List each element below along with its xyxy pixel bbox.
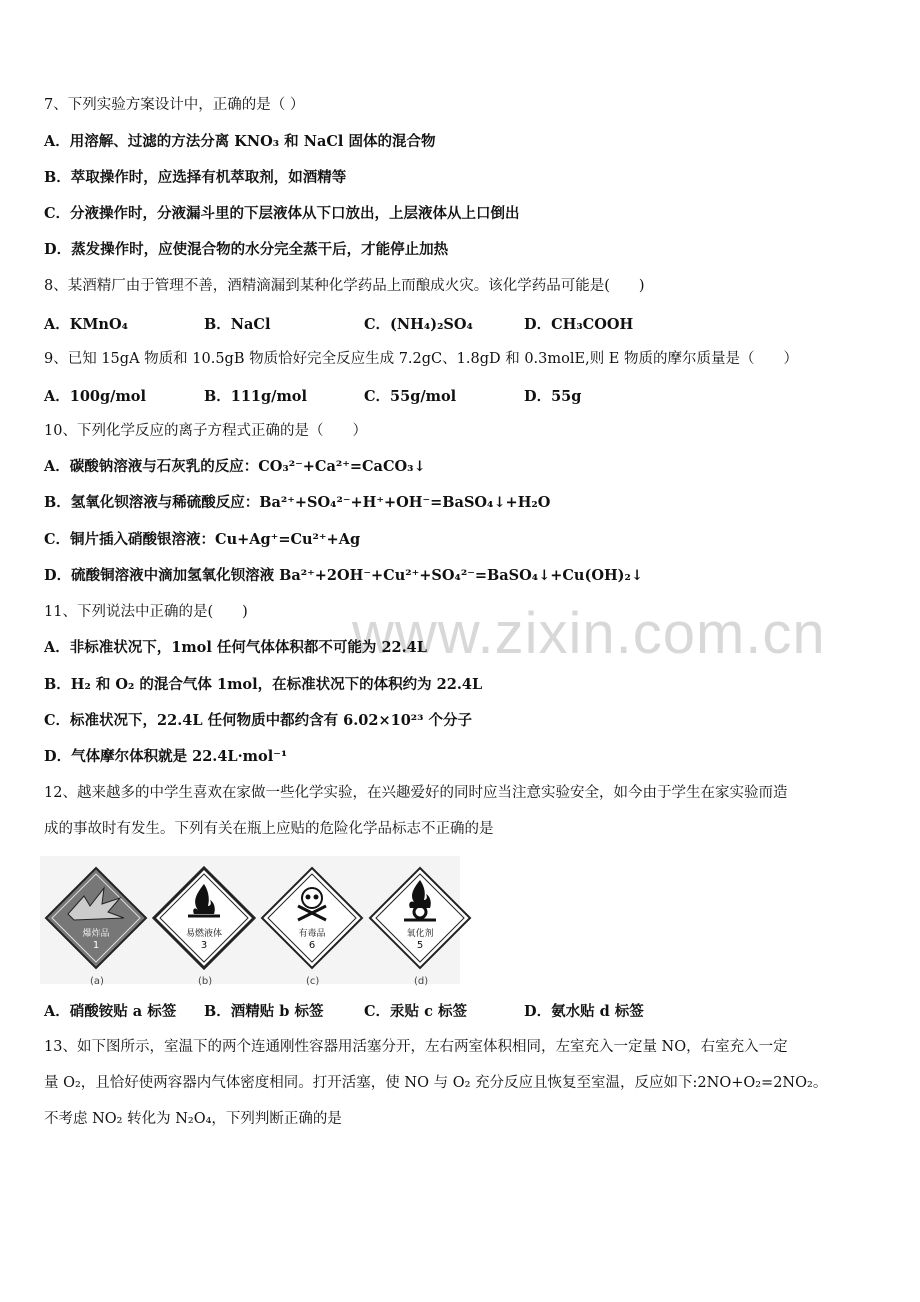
hazard-signs-figure bbox=[40, 856, 460, 987]
q12-option-c: C．汞贴 c 标签 bbox=[364, 1003, 467, 1020]
watermark: www.zixin.com.cn bbox=[352, 601, 826, 666]
q10-option-a: A．碳酸钠溶液与石灰乳的反应：CO₃²⁻+Ca²⁺=CaCO₃↓ bbox=[44, 458, 426, 475]
hazard-sign-flammable-liquid bbox=[152, 866, 256, 987]
q10-option-d: D．硫酸铜溶液中滴加氢氧化钡溶液 Ba²⁺+2OH⁻+Cu²⁺+SO₄²⁻=BaSO₄↓+Cu(OH)₂↓ bbox=[44, 567, 644, 584]
flame-icon bbox=[152, 866, 256, 970]
q13-line2: 量 O₂，且恰好使两容器内气体密度相同。打开活塞，使 NO 与 O₂ 充分反应且恢复至室温，反应如下:2NO+O₂=2NO₂。 bbox=[44, 1075, 828, 1091]
toxic-label: 有毒品 bbox=[298, 929, 326, 939]
q7-option-c: C．分液操作时，分液漏斗里的下层液体从下口放出，上层液体从上口倒出 bbox=[44, 205, 520, 222]
q7-option-d: D．蒸发操作时，应使混合物的水分完全蒸干后，才能停止加热 bbox=[44, 241, 449, 258]
flammable-label: 易燃液体 bbox=[185, 929, 222, 939]
q12-options bbox=[44, 1000, 884, 1020]
q11-option-d: D．气体摩尔体积就是 22.4L·mol⁻¹ bbox=[44, 748, 288, 765]
hazard-sign-toxic bbox=[260, 866, 364, 987]
oxidizer-label: 氧化剂 bbox=[406, 929, 434, 939]
q11-option-b: B．H₂ 和 O₂ 的混合气体 1mol，在标准状况下的体积约为 22.4L bbox=[44, 676, 483, 693]
q9-options bbox=[44, 385, 884, 405]
q11-option-c: C．标准状况下，22.4L 任何物质中都约含有 6.02×10²³ 个分子 bbox=[44, 712, 473, 729]
q7-option-b: B．萃取操作时，应选择有机萃取剂，如酒精等 bbox=[44, 169, 347, 186]
q10-option-b: B．氢氧化钡溶液与稀硫酸反应：Ba²⁺+SO₄²⁻+H⁺+OH⁻=BaSO₄↓+H₂O bbox=[44, 494, 551, 511]
explosive-class-number: 1 bbox=[92, 940, 100, 951]
q8-option-a: A．KMnO₄ bbox=[44, 316, 128, 333]
toxic-caption: (c) bbox=[306, 976, 320, 987]
q8-option-b: B．NaCl bbox=[204, 316, 271, 333]
hazard-sign-oxidizer bbox=[368, 866, 472, 987]
q13-line1: 13、如下图所示，室温下的两个连通刚性容器用活塞分开，左右两室体积相同，左室充入一定量 NO，右室充入一定 bbox=[44, 1039, 788, 1055]
oxidizer-caption: (d) bbox=[414, 976, 429, 987]
q9-stem: 9、已知 15gA 物质和 10.5gB 物质恰好完全反应生成 7.2gC、1.8gD 和 0.3molE,则 E 物质的摩尔质量是（ ） bbox=[44, 351, 798, 367]
q9-option-d: D．55g bbox=[524, 388, 582, 405]
toxic-class-number: 6 bbox=[308, 940, 316, 951]
q8-option-c: C．(NH₄)₂SO₄ bbox=[364, 316, 473, 333]
explosive-label: 爆炸品 bbox=[82, 929, 110, 939]
oxidizer-class-number: 5 bbox=[416, 940, 424, 951]
q8-option-d: D．CH₃COOH bbox=[524, 316, 634, 333]
q9-option-c: C．55g/mol bbox=[364, 388, 457, 405]
q12-option-d: D．氨水贴 d 标签 bbox=[524, 1003, 644, 1020]
q12-option-b: B．酒精贴 b 标签 bbox=[204, 1003, 324, 1020]
flammable-class-number: 3 bbox=[200, 940, 208, 951]
q12-stem-line2: 成的事故时有发生。下列有关在瓶上应贴的危险化学品标志不正确的是 bbox=[44, 821, 494, 837]
q13-line3: 不考虑 NO₂ 转化为 N₂O₄，下列判断正确的是 bbox=[44, 1111, 342, 1127]
q8-options bbox=[44, 313, 884, 333]
q9-option-a: A．100g/mol bbox=[44, 388, 146, 405]
flammable-caption: (b) bbox=[198, 976, 213, 987]
skull-crossbones-icon bbox=[260, 866, 364, 970]
q8-stem: 8、某酒精厂由于管理不善，酒精滴漏到某种化学药品上而酿成火灾。该化学药品可能是( ) bbox=[44, 278, 645, 294]
q12-option-a: A．硝酸铵贴 a 标签 bbox=[44, 1003, 177, 1020]
explosive-caption: (a) bbox=[90, 976, 104, 987]
q7-stem: 7、下列实验方案设计中，正确的是（ ） bbox=[44, 97, 305, 113]
q12-stem-line1: 12、越来越多的中学生喜欢在家做一些化学实验，在兴趣爱好的同时应当注意实验安全，如今由于学生在家实验而造 bbox=[44, 785, 788, 801]
q10-stem: 10、下列化学反应的离子方程式正确的是（ ） bbox=[44, 423, 367, 439]
q9-option-b: B．111g/mol bbox=[204, 388, 307, 405]
q11-stem: 11、下列说法中正确的是( ) bbox=[44, 604, 248, 620]
q10-option-c: C．铜片插入硝酸银溶液：Cu+Ag⁺=Cu²⁺+Ag bbox=[44, 531, 361, 548]
flame-over-circle-icon bbox=[368, 866, 472, 970]
explosive-icon bbox=[44, 866, 148, 970]
q7-option-a: A．用溶解、过滤的方法分离 KNO₃ 和 NaCl 固体的混合物 bbox=[44, 133, 436, 150]
hazard-sign-explosive bbox=[44, 866, 148, 987]
q11-option-a: A．非标准状况下，1mol 任何气体体积都不可能为 22.4L bbox=[44, 639, 427, 656]
